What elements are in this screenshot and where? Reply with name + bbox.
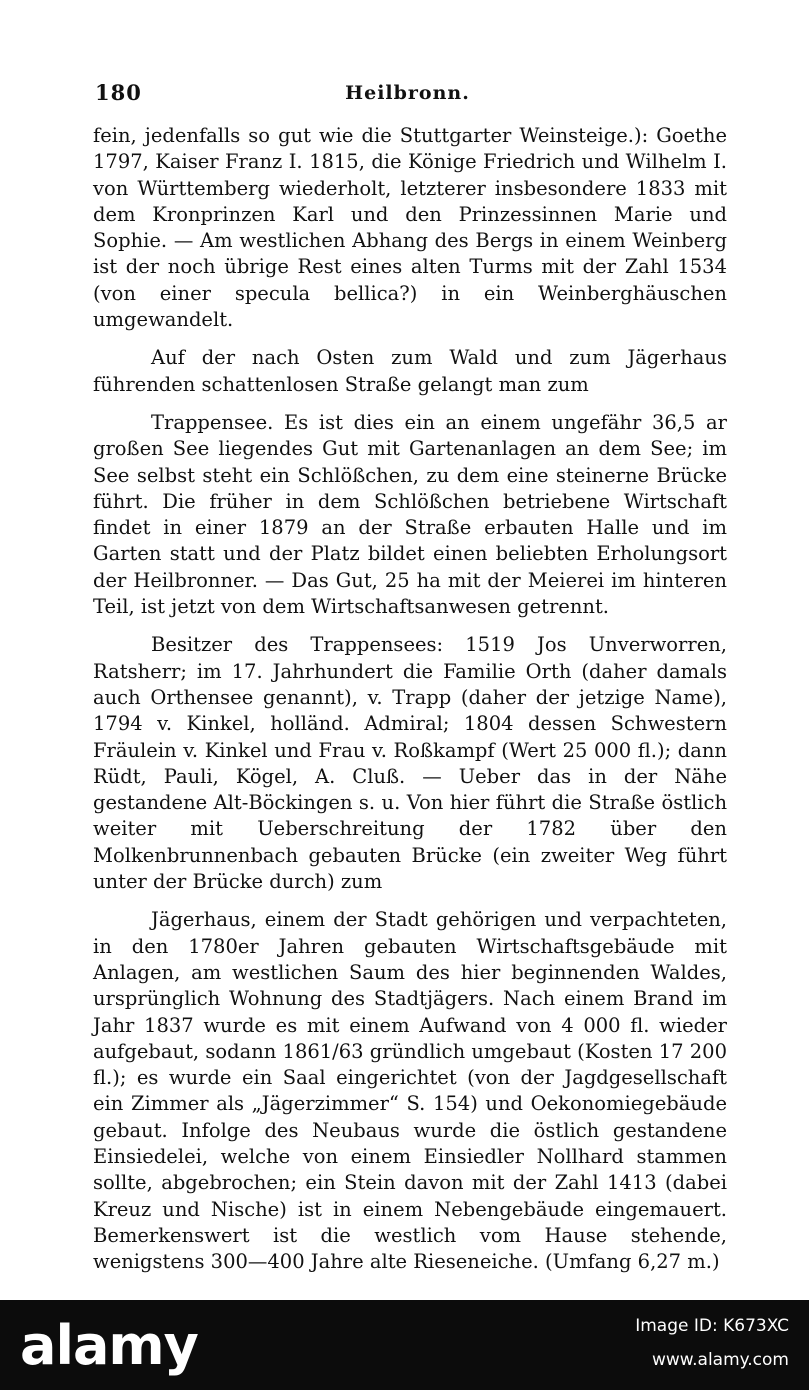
paragraph-continuation: fein, jedenfalls so gut wie die Stuttgarter Weinsteige.): Goethe 1797, Kaiser Franz I. 1815, die Könige Friedrich und Wilhelm I. von Württemberg wiederholt, letzterer insbesondere 1833 mit dem Kronprinzen Karl und den Prinzessinnen Marie und Sophie. — Am westlichen Abhang des Bergs in einem Weinberg ist der noch übrige Rest eines alten Turms mit der Zahl 1534 (von einer specula bellica?) in ein Weinberghäuschen umgewandelt.: [93, 124, 727, 332]
running-head: Heilbronn.: [345, 82, 470, 104]
paragraph-trappensee: Trappensee. Es ist dies ein an einem ungefähr 36,5 ar großen See liegendes Gut mit Gartenanlagen an dem See; im See selbst steht ein Schlößchen, zu dem eine steinerne Brücke führt. Die früher in dem Schlößchen betriebene Wirtschaft findet in einer 1879 an der Straße erbauten Halle und im Garten statt und der Platz bildet einen beliebten Erholungsort der Heilbronner. — Das Gut, 25 ha mit der Meierei im hinteren Teil, ist jetzt von dem Wirtschaftsanwesen getrennt.: [93, 410, 727, 619]
stock-logo: alamy: [20, 1314, 198, 1377]
page-header: [95, 80, 720, 110]
stock-watermark-bar: [0, 1300, 809, 1390]
stock-url: www.alamy.com: [651, 1350, 789, 1370]
paragraph-owners: Besitzer des Trappensees: 1519 Jos Unverworren, Ratsherr; im 17. Jahrhundert die Familie Orth (daher damals auch Orthensee genannt), v. Trapp (daher der jetzige Name), 1794 v. Kinkel, holländ. Admiral; 1804 dessen Schwestern Fräulein v. Kinkel und Frau v. Roßkampf (Wert 25 000 fl.); dann Rüdt, Pauli, Kögel, A. Cluß. — Ueber das in der Nähe gestandene Alt-Böckingen s. u. Von hier führt die Straße östlich weiter mit Ueberschreitung der 1782 über den Molkenbrunnenbach gebauten Brücke (ein zweiter Weg führt unter der Brücke durch) zum: [93, 633, 727, 894]
paragraph-route: Auf der nach Osten zum Wald und zum Jägerhaus führenden schattenlosen Straße gelangt man zum: [93, 346, 727, 396]
page-number: 180: [95, 80, 142, 105]
stock-meta: [635, 1316, 789, 1370]
body-text: [93, 123, 727, 1275]
paragraph-jaegerhaus: Jägerhaus, einem der Stadt gehörigen und verpachteten, in den 1780er Jahren gebauten Wirtschaftsgebäude mit Anlagen, am westlichen Saum des hier beginnenden Waldes, ursprünglich Wohnung des Stadtjägers. Nach einem Brand im Jahr 1837 wurde es mit einem Aufwand von 4 000 fl. wieder aufgebaut, sodann 1861/63 gründlich umgebaut (Kosten 17 200 fl.); es wurde ein Saal eingerichtet (von der Jagdgesellschaft ein Zimmer als „Jägerzimmer“ S. 154) und Oekonomiegebäude gebaut. Infolge des Neubaus wurde die östlich gestandene Einsiedelei, welche von einem Einsiedler Nollhard stammen sollte, abgebrochen; ein Stein davon mit der Zahl 1413 (dabei Kreuz und Nische) ist in einem Nebengebäude eingemauert. Bemerkenswert ist die westlich vom Hause stehende, wenigstens 300—400 Jahre alte Rieseneiche. (Umfang 6,27 m.): [93, 908, 727, 1274]
image-id: Image ID: K673XC: [635, 1316, 789, 1336]
